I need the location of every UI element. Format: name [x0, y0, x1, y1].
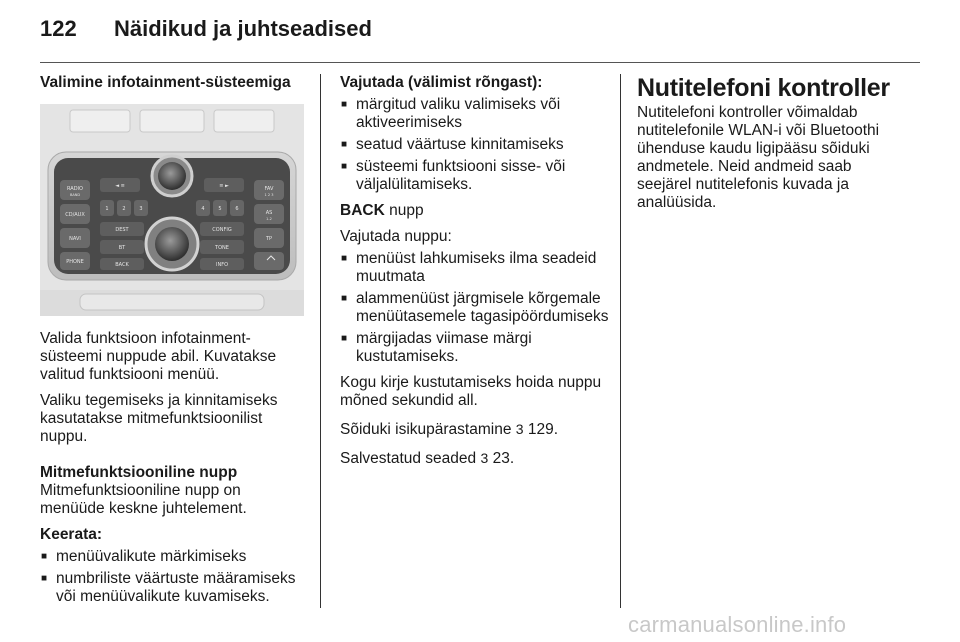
press-list	[340, 96, 612, 194]
radio-label: RADIO	[67, 186, 83, 192]
header-rule	[40, 62, 920, 63]
watermark: carmanualsonline.info	[628, 612, 847, 637]
fav-label: FAV	[264, 186, 274, 192]
list-item: ■ märgitud valiku valimiseks või aktiveerimiseks	[340, 96, 612, 132]
column-divider-1	[320, 74, 321, 608]
tp-label: TP	[265, 236, 273, 242]
page-arrow-icon: 3	[515, 421, 524, 437]
cdaux-label: CD/AUX	[65, 212, 85, 218]
press-knob-text: Vajutada nuppu:	[340, 228, 452, 245]
list-item: ■ numbriliste väärtuste määramiseks või menüüvalikute kuvamiseks.	[40, 570, 306, 606]
page-arrow-icon: 3	[480, 450, 489, 466]
column-1	[40, 74, 306, 610]
bt-label: BT	[118, 245, 126, 251]
turn-list	[40, 548, 306, 606]
list-item: ■ menüüvalikute märkimiseks	[40, 548, 306, 566]
column-divider-2	[620, 74, 621, 608]
reference-text: Salvestatud seaded	[340, 450, 481, 467]
reference-text: Sõiduki isikupärastamine	[340, 421, 516, 438]
reference-personalization	[340, 420, 612, 439]
reference-page[interactable]: 129.	[527, 421, 559, 438]
button-1-label: 1	[105, 206, 109, 212]
phone-label: PHONE	[66, 259, 84, 265]
paragraph-hold-to-delete: Kogu kirje kustutamiseks hoida nuppu mõned sekundid all.	[340, 374, 602, 409]
paragraph-multifunction-description: Mitmefunktsiooniline nupp on menüüde keskne juhtelement.	[40, 482, 247, 517]
reference-page[interactable]: 23.	[492, 450, 515, 467]
as-label: AS	[265, 210, 273, 216]
button-6-label: 6	[235, 206, 239, 212]
list-item: ■ seatud väärtuse kinnitamiseks	[340, 136, 612, 154]
section-heading-selection: Valimine infotainment-süsteemiga	[40, 74, 291, 91]
list-item: ■ süsteemi funktsiooni sisse- või väljalülitamiseks.	[340, 158, 612, 194]
back-label-text: BACK	[340, 202, 385, 219]
column-3	[637, 74, 907, 212]
as-sub-label: 1-2	[266, 217, 272, 221]
button-5-label: 5	[218, 206, 222, 212]
list-item: ■ märgijadas viimase märgi kustutamiseks.	[340, 330, 612, 366]
button-4-label: 4	[201, 206, 205, 212]
button-3-label: 3	[139, 206, 143, 212]
navi-label: NAVI	[69, 236, 81, 242]
info-label: INFO	[215, 262, 229, 268]
smartphone-controller-title: Nutitelefoni kontroller	[637, 74, 890, 102]
button-2-label: 2	[122, 206, 126, 212]
list-item: ■ menüüst lahkumiseks ilma seadeid muutmata	[340, 250, 612, 286]
multifunction-knob-heading: Mitmefunktsiooniline nupp	[40, 464, 238, 481]
paragraph-select-function: Valida funktsioon infotainment-süsteemi nuppude abil. Kuvatakse valitud funktsiooni menüü.	[40, 330, 277, 383]
infotainment-control-panel-photo	[40, 104, 304, 316]
page-title: Näidikud ja juhtseadised	[114, 16, 372, 41]
back-button-heading	[340, 202, 612, 220]
config-label: CONFIG	[212, 227, 232, 233]
column-2	[340, 74, 612, 468]
control-panel-drawing	[40, 104, 304, 316]
paragraph-multifunction-usage: Valiku tegemiseks ja kinnitamiseks kasutatakse mitmefunktsioonilist nuppu.	[40, 392, 278, 445]
turn-label: Keerata:	[40, 526, 103, 543]
radio-sub-label: BAND	[69, 193, 81, 197]
page-number: 122	[40, 16, 77, 41]
back-label: BACK	[115, 262, 129, 268]
dest-label: DEST	[115, 227, 129, 233]
back-suffix-text: nupp	[384, 202, 424, 219]
knob-list	[340, 250, 612, 366]
smartphone-controller-body: Nutitelefoni kontroller võimaldab nutitelefonile WLAN-i või Bluetoothi ühenduse kaudu ligipääsu sõiduki andmetele. Neid andmeid saab seejärel nutitelefonis kuvada ja analüüsida.	[637, 104, 880, 211]
list-item: ■ alammenüüst järgmisele kõrgemale menüütasemele tagasipöördumiseks	[340, 290, 612, 326]
fav-right-label: ≡ ►	[219, 183, 229, 189]
page-header	[40, 16, 372, 52]
press-outer-ring-heading: Vajutada (välimist rõngast):	[340, 74, 543, 91]
fav-sub-label: 1 2 3	[264, 193, 274, 197]
fav-left-label: ◄ ≡	[115, 183, 125, 189]
reference-saved-settings	[340, 449, 612, 468]
tone-label: TONE	[215, 245, 229, 251]
